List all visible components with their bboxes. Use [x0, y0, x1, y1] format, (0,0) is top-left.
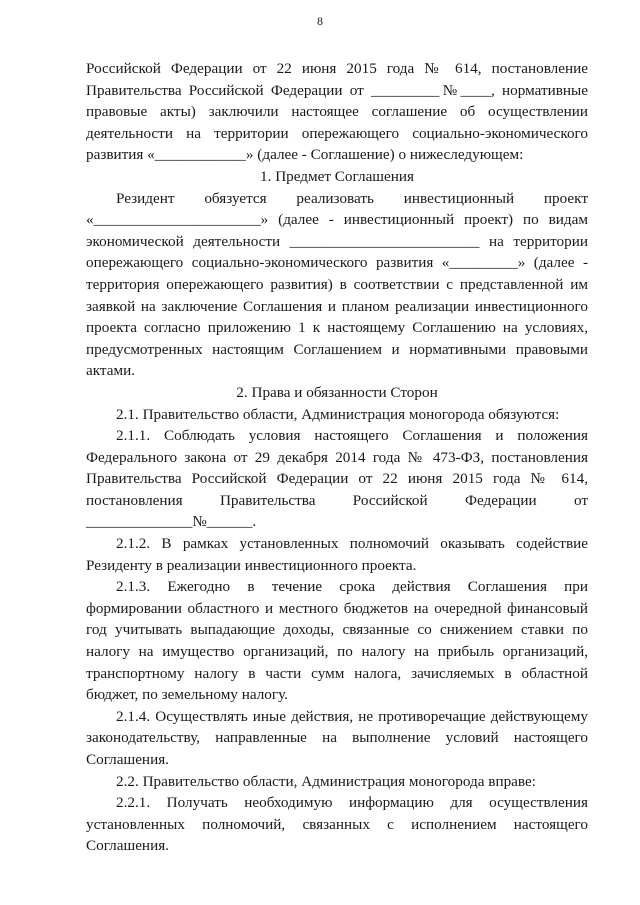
clause-2-1-2: 2.1.2. В рамках установленных полномочий оказывать содействие Резиденту в реализации инвестиционного проекта.	[86, 535, 588, 574]
clause-2-1-3: 2.1.3. Ежегодно в течение срока действия Соглашения при формировании областного и местного бюджетов на очередной финансовый год учитывать выпадающие доходы, связанные со снижением ставки по налогу на имущество организаций, по налогу на прибыль организаций, транспортному налогу в части сумм налога, зачисляемых в областной бюджет, по земельному налогу.	[86, 578, 588, 704]
clause-2-1-1: 2.1.1. Соблюдать условия настоящего Соглашения и положения Федерального закона от 29 декабря 2014 года № 473-ФЗ, постановления Правительства Российской Федерации от 22 июня 2015 года № 614, постановления Правительства Российской Федерации от ______________№______.	[86, 427, 588, 531]
section-2-title: 2. Права и обязанности Сторон	[236, 383, 438, 401]
page-number: 8	[317, 14, 323, 28]
intro-paragraph: Российской Федерации от 22 июня 2015 года № 614, постановление Правительства Российской Федерации от _________№____, нормативные правовые акты) заключили настоящее соглашение об осуществлении деятельности на территории опережающего социально-экономического развития «____________» (далее - Соглашение) о нижеследующем:	[86, 60, 588, 164]
section-1-title: 1. Предмет Соглашения	[260, 167, 414, 185]
clause-2-1: 2.1. Правительство области, Администрация моногорода обязуются:	[116, 405, 560, 423]
clause-2-2-1: 2.2.1. Получать необходимую информацию для осуществления установленных полномочий, связанных с исполнением настоящего Соглашения.	[86, 794, 588, 855]
document-body	[86, 58, 588, 857]
section-1-paragraph: Резидент обязуется реализовать инвестиционный проект «______________________» (далее - инвестиционный проект) по видам экономической деятельности _________________________ на территории опережающего социально-экономического развития «_________» (далее - территория опережающего развития) в соответствии с представленной им заявкой на заключение Соглашения и планом реализации инвестиционного проекта согласно приложению 1 к настоящему Соглашению на условиях, предусмотренных настоящим Соглашением и нормативными правовыми актами.	[86, 189, 588, 380]
clause-2-1-4: 2.1.4. Осуществлять иные действия, не противоречащие действующему законодательству, направленные на выполнение условий настоящего Соглашения.	[86, 707, 588, 768]
clause-2-2: 2.2. Правительство области, Администрация моногорода вправе:	[116, 772, 536, 790]
